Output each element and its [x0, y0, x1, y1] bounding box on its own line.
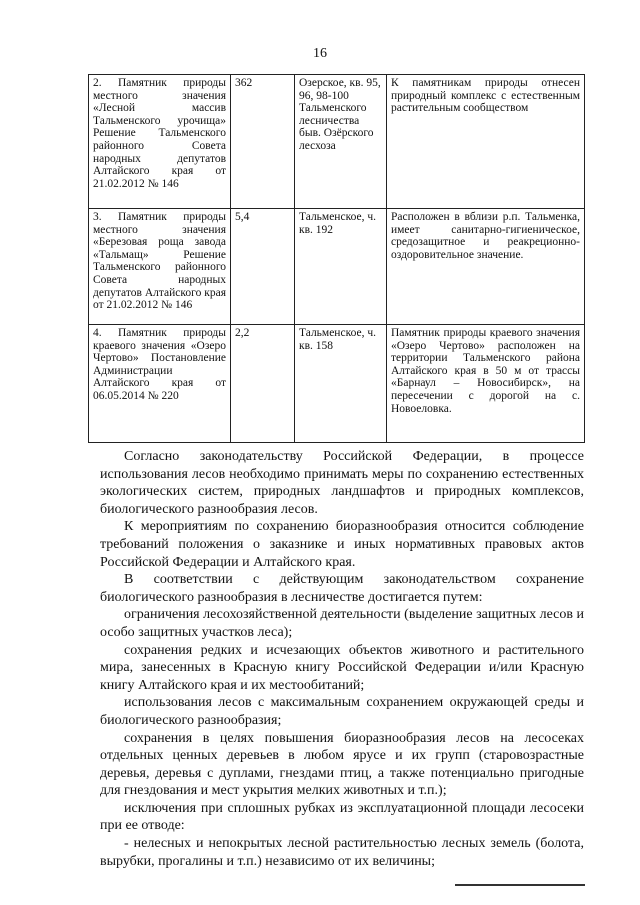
area-cell: 5,4	[231, 209, 295, 325]
page-number: 16	[313, 46, 327, 61]
location-cell: Озерское, кв. 95, 96, 98-100 Тальменского лесничества быв. Озёрского лесхоза	[295, 75, 387, 209]
location-cell: Тальменское, ч. кв. 158	[295, 325, 387, 443]
paragraph: сохранения редких и исчезающих объектов животного и растительного мира, занесенных в Красную книгу Российской Федерации и/или Красную книгу Алтайского края и их местообитаний;	[100, 642, 584, 693]
description-cell: Памятник природы краевого значения «Озеро Чертово» расположен на территории Тальменского района Алтайского края в 50 м от трассы «Барнаул – Новосибирск», на пересечении с дорогой на с. Новоеловка.	[387, 325, 585, 443]
table-row	[89, 325, 585, 443]
monument-name-cell: 3. Памятник природы местного значения «Березовая роща завода «Тальмащ» Решение Тальменского районного Совета народных депутатов Алтайского края от 21.02.2012 № 146	[89, 209, 231, 325]
paragraph: Согласно законодательству Российской Федерации, в процессе использования лесов необходимо принимать меры по сохранению естественных экологических систем, природных ландшафтов и природных комплексов, биологического разнообразия лесов.	[100, 449, 584, 517]
paragraph: ограничения лесохозяйственной деятельности (выделение защитных лесов и особо защитных участков леса);	[100, 607, 584, 640]
paragraph: В соответствии с действующим законодательством сохранение биологического разнообразия в лесничестве достигается путем:	[100, 572, 584, 605]
paragraph: сохранения в целях повышения биоразнообразия лесов на лесосеках отдельных ценных деревьев в любом ярусе и их групп (старовозрастные деревья, деревья с дуплами, гнездами птиц, а также потенциально пригодные для гнездования и мест укрытия мелких животных и т.п.);	[100, 730, 584, 799]
body-text	[100, 448, 584, 870]
paragraph: использования лесов с максимальным сохранением окружающей среды и биологического разнообразия;	[100, 695, 584, 728]
monument-name-cell: 4. Памятник природы краевого значения «Озеро Чертово» Постановление Администрации Алтайского края от 06.05.2014 № 220	[89, 325, 231, 443]
paragraph: - нелесных и непокрытых лесной растительностью лесных земель (болота, вырубки, прогалины и т.п.) независимо от их величины;	[100, 836, 584, 869]
footer-divider	[455, 884, 585, 886]
natural-monuments-table	[88, 74, 585, 443]
monument-name-cell: 2. Памятник природы местного значения «Лесной массив Тальменского урочища» Решение Тальменского районного Совета народных депутатов Алтайского края от 21.02.2012 № 146	[89, 75, 231, 209]
description-cell: Расположен в вблизи р.п. Тальменка, имеет санитарно-гигиеническое, средозащитное и реакреционно-оздоровительное значение.	[387, 209, 585, 325]
table-row	[89, 209, 585, 325]
area-cell: 2,2	[231, 325, 295, 443]
table-row	[89, 75, 585, 209]
area-cell: 362	[231, 75, 295, 209]
paragraph: К мероприятиям по сохранению биоразнообразия относится соблюдение требований положения о заказнике и иных нормативных правовых актов Российской Федерации и Алтайского края.	[100, 519, 584, 570]
description-cell: К памятникам природы отнесен природный комплекс с естественным растительным сообществом	[387, 75, 585, 209]
paragraph: исключения при сплошных рубках из эксплуатационной площади лесосеки при ее отводе:	[100, 800, 584, 834]
location-cell: Тальменское, ч. кв. 192	[295, 209, 387, 325]
